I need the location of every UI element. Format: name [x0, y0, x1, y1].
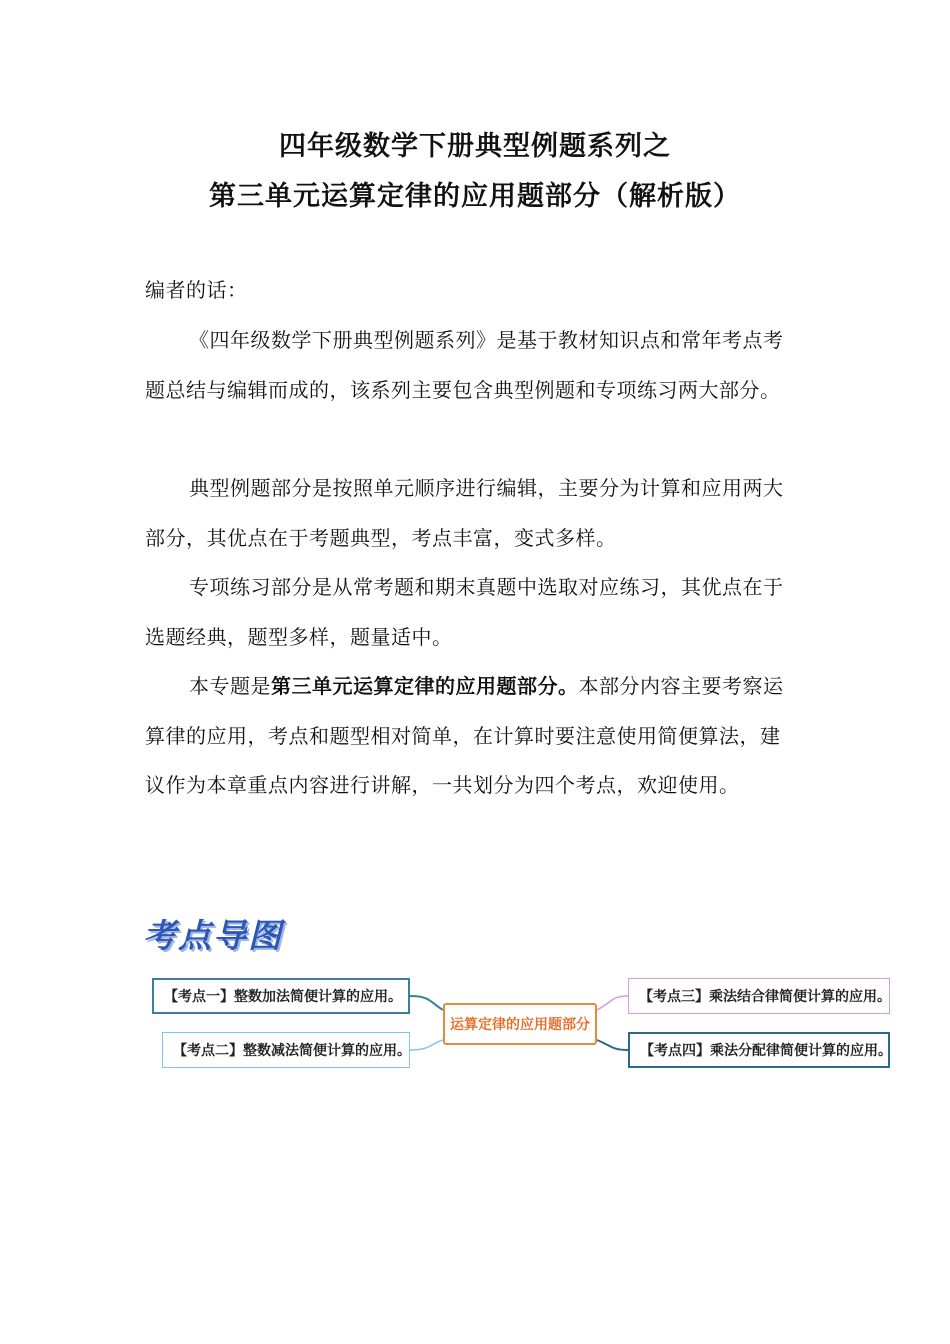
document-title-line-2: 第三单元运算定律的应用题部分（解析版）	[209, 181, 741, 212]
p4-rest: 本部分内容主要考察运算律的应用，考点和题型相对简单，在计算时要注意使用简便算法，建议作为本章重点内容进行讲解，一共划分为四个考点，欢迎使用。	[145, 674, 784, 797]
p4-prefix: 本专题是	[189, 674, 271, 698]
intro-paragraph-1: 《四年级数学下册典型例题系列》是基于教材知识点和常年考点考题总结与编辑而成的，该系列主要包含典型例题和专项练习两大部分。	[145, 328, 784, 402]
document-title-line-1: 四年级数学下册典型例题系列之	[279, 131, 671, 162]
mindmap-heading: 考点导图	[143, 916, 283, 955]
editor-note-label: 编者的话：	[145, 278, 248, 302]
intro-paragraph-3: 专项练习部分是从常考题和期末真题中选取对应练习，其优点在于选题经典，题型多样，题量适中。	[145, 575, 784, 649]
mindmap-node-4: 【考点四】乘法分配律简便计算的应用。	[628, 1032, 890, 1068]
connector-node-3	[597, 996, 628, 1010]
mindmap-center-node: 运算定律的应用题部分	[443, 1003, 597, 1045]
mindmap-node-2: 【考点二】整数减法简便计算的应用。	[162, 1032, 410, 1068]
intro-paragraph-2: 典型例题部分是按照单元顺序进行编辑，主要分为计算和应用两大部分，其优点在于考题典型，考点丰富，变式多样。	[145, 476, 784, 550]
mindmap-node-1: 【考点一】整数加法简便计算的应用。	[152, 978, 410, 1014]
connector-node-4	[597, 1040, 628, 1050]
connector-node-2	[410, 1040, 443, 1050]
mindmap-node-3: 【考点三】乘法结合律简便计算的应用。	[628, 978, 890, 1014]
connector-node-1	[410, 996, 443, 1010]
p4-topic-bold: 第三单元运算定律的应用题部分。	[271, 674, 579, 698]
